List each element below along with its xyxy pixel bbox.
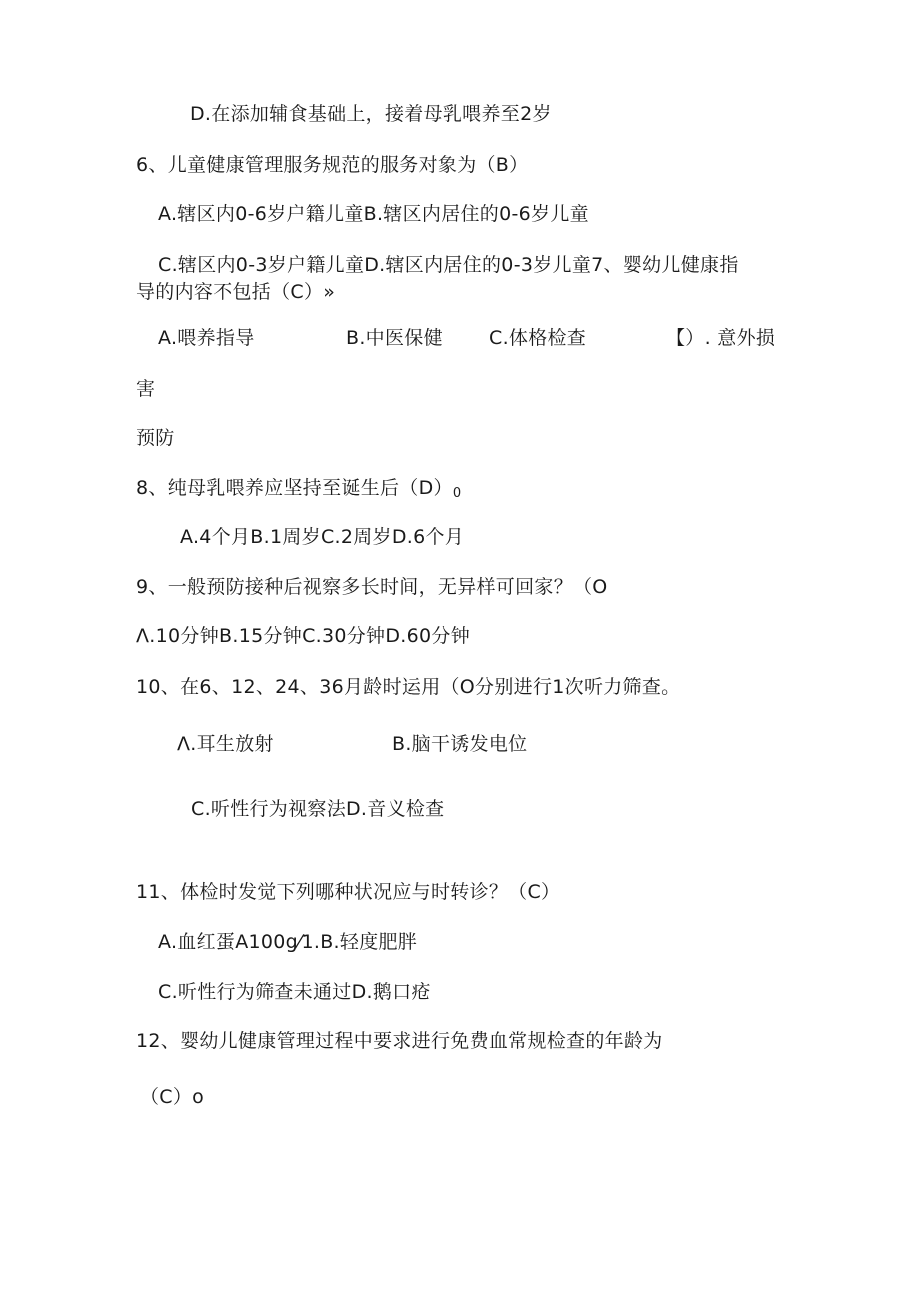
q10-option-a: Λ.耳生放射 — [177, 733, 274, 755]
q7-option-b: B.中医保健 — [346, 327, 443, 349]
q10-question: 10、在6、12、24、36月龄时运用（O分别进行1次听力筛查。 — [136, 676, 681, 698]
q12-question: 12、婴幼儿健康管理过程中要求进行免费血常规检查的年龄为 — [136, 1030, 663, 1052]
q10-option-b: B.脑干诱发电位 — [392, 733, 528, 755]
q11-options-cd: C.听性行为筛查未通过D.鹅口疮 — [158, 981, 431, 1003]
q9-options: Λ.10分钟B.15分钟C.30分钟D.60分钟 — [136, 625, 470, 647]
q9-question: 9、一般预防接种后视察多长时间，无异样可回家？（O — [136, 576, 608, 598]
q6-options-cd-q7-question: C.辖区内0-3岁户籍儿童D.辖区内居住的0-3岁儿童7、婴幼儿健康指 — [158, 254, 739, 276]
q7-option-d: 【）. 意外损 — [666, 327, 776, 349]
q7-option-c: C.体格检查 — [489, 327, 587, 349]
q8-question-text: 8、纯母乳喂养应坚持至诞生后（D） — [136, 477, 453, 499]
q5-option-d: D.在添加辅食基础上，接着母乳喂养至2岁 — [190, 103, 552, 125]
q7-option-d-continued-2: 预防 — [136, 427, 175, 449]
q6-options-ab: A.辖区内0-6岁户籍儿童B.辖区内居住的0-6岁儿童 — [158, 203, 589, 225]
q7-option-d-continued-1: 害 — [136, 378, 156, 400]
q11-options-ab: A.血红蛋A100g⁄1.B.轻度肥胖 — [158, 931, 418, 953]
q8-options: A.4个月B.1周岁C.2周岁D.6个月 — [180, 526, 465, 548]
q6-question: 6、儿童健康管理服务规范的服务对象为（B） — [136, 154, 529, 176]
q8-question-suffix: 0 — [452, 486, 462, 501]
q12-answer: （C）o — [140, 1086, 205, 1108]
q10-options-cd: C.听性行为视察法D.音义检查 — [191, 798, 445, 820]
q11-question: 11、体检时发觉下列哪种状况应与时转诊？（C） — [136, 881, 561, 903]
q7-question-continued: 导的内容不包括（C）» — [136, 281, 336, 303]
q7-option-a: A.喂养指导 — [158, 327, 255, 349]
q8-question — [136, 476, 461, 506]
